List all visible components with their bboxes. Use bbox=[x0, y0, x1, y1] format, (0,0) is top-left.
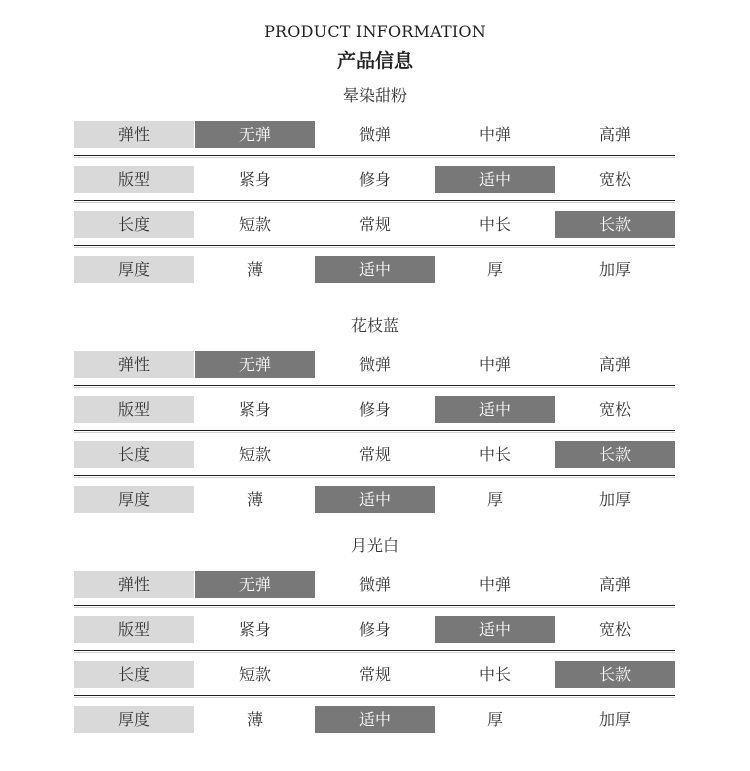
attribute-row bbox=[74, 166, 675, 193]
attribute-option: 宽松 bbox=[598, 620, 631, 639]
attribute-label: 厚度 bbox=[74, 706, 194, 733]
attribute-label: 版型 bbox=[74, 396, 194, 423]
attribute-option: 薄 bbox=[246, 490, 263, 509]
attribute-row bbox=[74, 441, 675, 468]
attribute-row bbox=[74, 351, 675, 378]
attribute-label: 长度 bbox=[74, 661, 194, 688]
attribute-option-selected: 无弹 bbox=[195, 571, 315, 598]
variant-name: 月光白 bbox=[350, 536, 399, 555]
attribute-row bbox=[74, 571, 675, 598]
variant-name: 晕染甜粉 bbox=[342, 86, 407, 105]
attribute-option: 常规 bbox=[358, 665, 391, 684]
attribute-option: 中弹 bbox=[478, 575, 511, 594]
attribute-option: 紧身 bbox=[238, 170, 271, 189]
attribute-label: 厚度 bbox=[74, 256, 194, 283]
attribute-option: 短款 bbox=[238, 665, 271, 684]
attribute-row bbox=[74, 486, 675, 513]
attribute-label: 版型 bbox=[74, 616, 194, 643]
variant-name: 花枝蓝 bbox=[350, 316, 399, 335]
attribute-label: 弹性 bbox=[74, 121, 194, 148]
attribute-option: 微弹 bbox=[358, 355, 391, 374]
attribute-option: 常规 bbox=[358, 215, 391, 234]
attribute-row bbox=[74, 396, 675, 423]
attribute-option: 紧身 bbox=[238, 400, 271, 419]
attribute-option: 修身 bbox=[358, 400, 391, 419]
attribute-option: 加厚 bbox=[598, 710, 631, 729]
attribute-row bbox=[74, 706, 675, 733]
attribute-label: 弹性 bbox=[74, 351, 194, 378]
attribute-option-selected: 无弹 bbox=[195, 121, 315, 148]
attribute-option-selected: 适中 bbox=[315, 486, 435, 513]
attribute-label: 厚度 bbox=[74, 486, 194, 513]
attribute-option: 常规 bbox=[358, 445, 391, 464]
attribute-label: 长度 bbox=[74, 441, 194, 468]
attribute-option: 高弹 bbox=[598, 125, 631, 144]
title-chinese: 产品信息 bbox=[336, 50, 413, 72]
attribute-option: 厚 bbox=[486, 490, 503, 509]
attribute-option: 加厚 bbox=[598, 260, 631, 279]
attribute-row bbox=[74, 661, 675, 688]
attribute-option: 短款 bbox=[238, 215, 271, 234]
attribute-option: 中弹 bbox=[478, 355, 511, 374]
attribute-label: 长度 bbox=[74, 211, 194, 238]
attribute-option-selected: 长款 bbox=[555, 441, 675, 468]
attribute-option: 高弹 bbox=[598, 355, 631, 374]
attribute-option-selected: 适中 bbox=[315, 256, 435, 283]
attribute-option: 中长 bbox=[478, 215, 511, 234]
attribute-option: 中弹 bbox=[478, 125, 511, 144]
attribute-option-selected: 适中 bbox=[435, 616, 555, 643]
attribute-option: 中长 bbox=[478, 445, 511, 464]
attribute-label: 版型 bbox=[74, 166, 194, 193]
attribute-option: 薄 bbox=[246, 260, 263, 279]
attribute-label: 弹性 bbox=[74, 571, 194, 598]
attribute-option: 加厚 bbox=[598, 490, 631, 509]
attribute-option-selected: 适中 bbox=[435, 396, 555, 423]
attribute-row bbox=[74, 211, 675, 238]
attribute-option: 修身 bbox=[358, 620, 391, 639]
attribute-option: 修身 bbox=[358, 170, 391, 189]
attribute-row bbox=[74, 121, 675, 148]
attribute-option-selected: 无弹 bbox=[195, 351, 315, 378]
attribute-option: 薄 bbox=[246, 710, 263, 729]
attribute-option: 宽松 bbox=[598, 400, 631, 419]
attribute-option: 宽松 bbox=[598, 170, 631, 189]
attribute-option: 高弹 bbox=[598, 575, 631, 594]
title-english: PRODUCT INFORMATION bbox=[264, 22, 486, 41]
attribute-row bbox=[74, 616, 675, 643]
attribute-option: 短款 bbox=[238, 445, 271, 464]
attribute-option: 厚 bbox=[486, 710, 503, 729]
attribute-option-selected: 长款 bbox=[555, 661, 675, 688]
attribute-option: 厚 bbox=[486, 260, 503, 279]
attribute-option-selected: 长款 bbox=[555, 211, 675, 238]
attribute-row bbox=[74, 256, 675, 283]
attribute-option-selected: 适中 bbox=[315, 706, 435, 733]
attribute-option: 中长 bbox=[478, 665, 511, 684]
attribute-option: 紧身 bbox=[238, 620, 271, 639]
attribute-option-selected: 适中 bbox=[435, 166, 555, 193]
attribute-option: 微弹 bbox=[358, 575, 391, 594]
attribute-option: 微弹 bbox=[358, 125, 391, 144]
